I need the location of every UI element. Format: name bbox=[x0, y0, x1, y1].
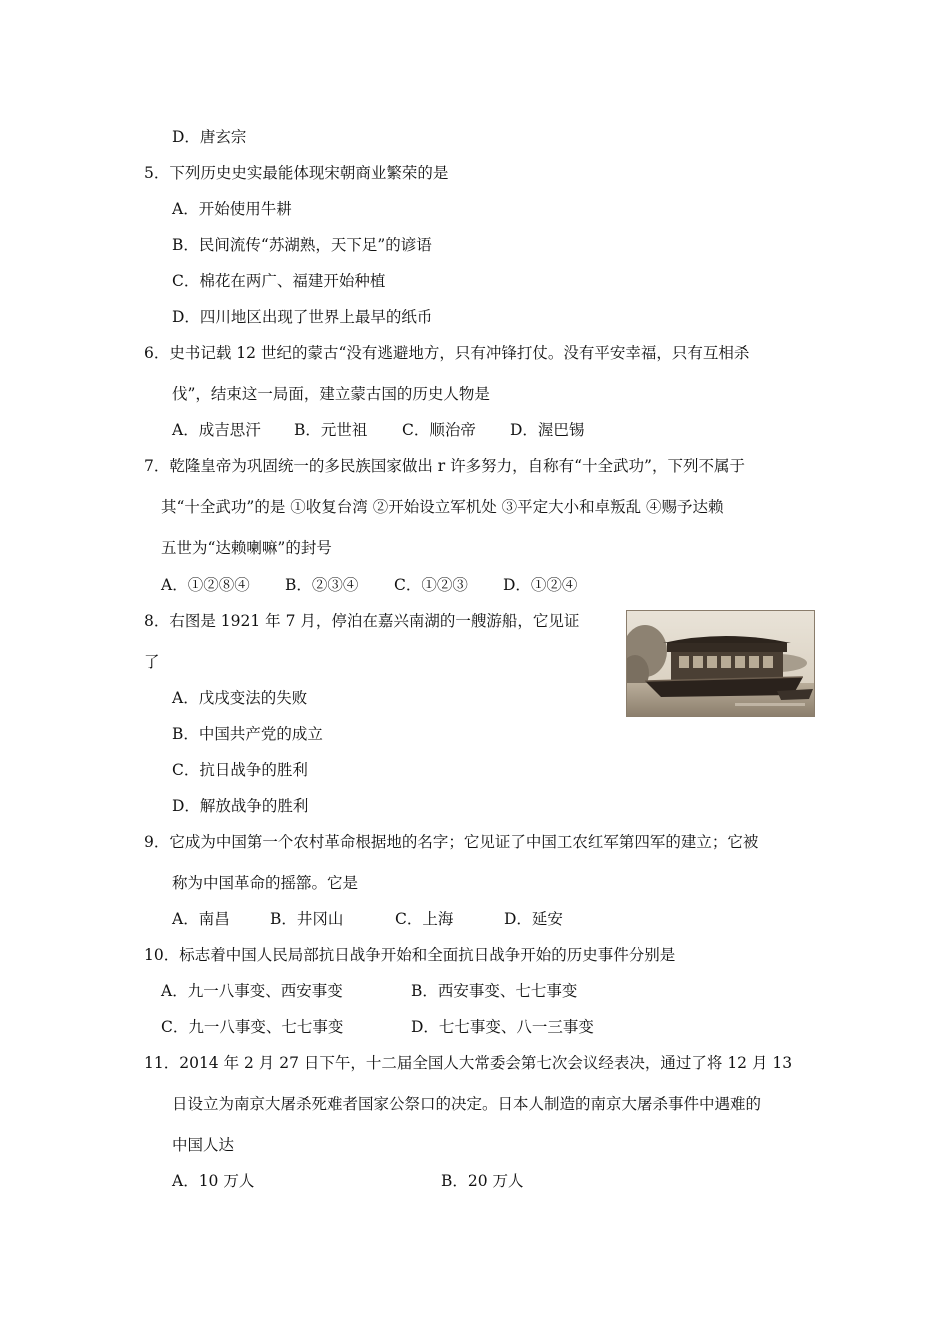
q6-option-b: B．元世祖 bbox=[294, 421, 368, 439]
q11-option-a: A．10 万人 bbox=[172, 1172, 255, 1190]
q8-stem-line-1: 8．右图是 1921 年 7 月，停泊在嘉兴南湖的一艘游船，它见证 bbox=[144, 612, 580, 630]
q7-stem-line-2: 其“十全武功”的是 ①收复台湾 ②开始设立军机处 ③平定大小和卓叛乱 ④赐予达赖 bbox=[161, 498, 724, 516]
q7-option-b: B．②③④ bbox=[285, 576, 359, 594]
q8-option-a: A．戊戌变法的失败 bbox=[172, 689, 308, 707]
q8-stem-line-2: 了 bbox=[144, 653, 160, 671]
q10-option-a: A．九一八事变、西安事变 bbox=[161, 982, 343, 1000]
q5-option-c: C．棉花在两广、福建开始种植 bbox=[172, 272, 386, 290]
q7-option-d: D．①②④ bbox=[503, 576, 578, 594]
q5-option-b: B．民间流传“苏湖熟，天下足”的谚语 bbox=[172, 236, 432, 254]
q7-option-c: C．①②③ bbox=[394, 576, 468, 594]
q4-option-d: D．唐玄宗 bbox=[172, 128, 247, 146]
q6-option-a: A．成吉思汗 bbox=[172, 421, 261, 439]
q9-stem-line-1: 9．它成为中国第一个农村革命根据地的名字；它见证了中国工农红军第四军的建立；它被 bbox=[144, 833, 759, 851]
q9-option-b: B．井冈山 bbox=[270, 910, 344, 928]
q10-stem: 10．标志着中国人民局部抗日战争开始和全面抗日战争开始的历史事件分别是 bbox=[144, 946, 676, 964]
q9-stem-line-2: 称为中国革命的摇篰。它是 bbox=[172, 874, 359, 892]
q9-option-d: D．延安 bbox=[504, 910, 563, 928]
q9-option-c: C．上海 bbox=[395, 910, 454, 928]
red-boat-photo bbox=[626, 610, 815, 717]
q11-option-b: B．20 万人 bbox=[441, 1172, 524, 1190]
q11-stem-line-3: 中国人达 bbox=[172, 1136, 235, 1154]
q7-stem-line-3: 五世为“达赖喇嘛”的封号 bbox=[161, 539, 332, 557]
q10-option-b: B．西安事变、七七事变 bbox=[411, 982, 578, 1000]
q7-stem-line-1: 7．乾隆皇帝为巩固统一的多民族国家做出 r 许多努力，自称有“十全武功”，下列不属于 bbox=[144, 457, 745, 475]
q11-stem-line-2: 日设立为南京大屠杀死难者国家公祭口的决定。日本人制造的南京大屠杀事件中遇难的 bbox=[172, 1095, 762, 1113]
q5-option-a: A．开始使用牛耕 bbox=[172, 200, 292, 218]
q6-stem-line-1: 6．史书记载 12 世纪的蒙古“没有逃避地方，只有冲锋打仗。没有平安幸福，只有互相杀 bbox=[144, 344, 750, 362]
q8-option-c: C．抗日战争的胜利 bbox=[172, 761, 308, 779]
q10-option-c: C．九一八事变、七七事变 bbox=[161, 1018, 344, 1036]
q7-option-a: A．①②⑧④ bbox=[161, 576, 250, 594]
q6-option-c: C．顺治帝 bbox=[402, 421, 476, 439]
q9-option-a: A．南昌 bbox=[172, 910, 230, 928]
q8-option-b: B．中国共产党的成立 bbox=[172, 725, 323, 743]
q8-option-d: D．解放战争的胜利 bbox=[172, 797, 309, 815]
q6-option-d: D．渥巴锡 bbox=[510, 421, 585, 439]
q5-option-d: D．四川地区出现了世界上最早的纸币 bbox=[172, 308, 433, 326]
q11-stem-line-1: 11．2014 年 2 月 27 日下午，十二届全国人大常委会第七次会议经表决，通过了将 12 月 13 bbox=[144, 1054, 793, 1072]
q6-stem-line-2: 伐”，结束这一局面，建立蒙古国的历史人物是 bbox=[172, 385, 490, 403]
q10-option-d: D．七七事变、八一三事变 bbox=[411, 1018, 594, 1036]
q5-stem: 5．下列历史史实最能体现宋朝商业繁荣的是 bbox=[144, 164, 449, 182]
